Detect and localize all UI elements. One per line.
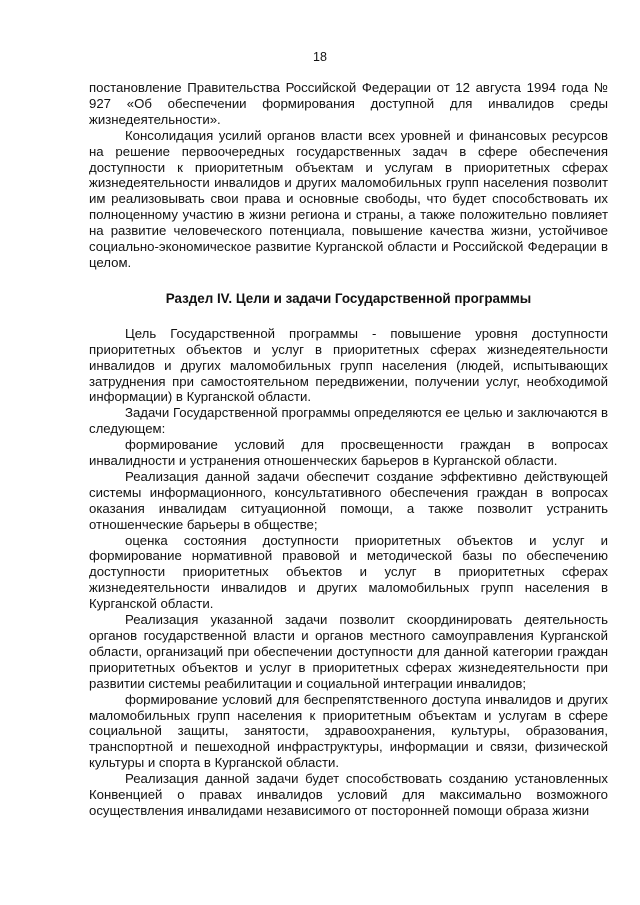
paragraph: Задачи Государственной программы определяются ее целью и заключаются в следующем: bbox=[89, 405, 608, 437]
section-heading: Раздел IV. Цели и задачи Государственной программы bbox=[165, 290, 532, 306]
document-body bbox=[89, 80, 608, 819]
page-number: 18 bbox=[313, 50, 327, 64]
paragraph: постановление Правительства Российской Федерации от 12 августа 1994 года № 927 «Об обеспечении формирования доступной для инвалидов среды жизнедеятельности». bbox=[89, 80, 608, 127]
paragraph: оценка состояния доступности приоритетных объектов и услуг и формирование нормативной правовой и методической базы по обеспечению доступности приоритетных объектов и услуг в приоритетных сферах жизнедеятельности инвалидов и других маломобильных групп населения в Курганской области. bbox=[89, 532, 608, 612]
paragraph: формирование условий для просвещенности граждан в вопросах инвалидности и устранения отношенческих барьеров в Курганской области. bbox=[89, 437, 608, 469]
paragraph: формирование условий для беспрепятственного доступа инвалидов и других маломобильных групп населения к приоритетным объектам и услугам в сфере социальной защиты, занятости, здравоохранения, культуры, образования, транспортной и пешеходной инфраструктуры, информации и связи, физической культуры и спорта в Курганской области. bbox=[89, 691, 608, 771]
paragraph: Реализация данной задачи обеспечит создание эффективно действующей системы информационного, консультативного обеспечения граждан в вопросах оказания инвалидам ситуационной помощи, а также позволит устранить отношенческие барьеры в обществе; bbox=[89, 468, 608, 532]
paragraph: Реализация указанной задачи позволит скоординировать деятельность органов государственной власти и органов местного самоуправления Курганской области, организаций при обеспечении доступности для данной категории граждан приоритетных объектов и услуг в приоритетных сферах жизнедеятельности при развитии системы реабилитации и социальной интеграции инвалидов; bbox=[89, 612, 608, 691]
paragraph: Цель Государственной программы - повышение уровня доступности приоритетных объектов и услуг в приоритетных сферах жизнедеятельности инвалидов и других маломобильных групп населения (людей, испытывающих затруднения при самостоятельном передвижении, получении услуг, необходимой информации) в Курганской области. bbox=[89, 325, 608, 405]
paragraph: Консолидация усилий органов власти всех уровней и финансовых ресурсов на решение первоочередных государственных задач в сфере обеспечения доступности к приоритетным объектам и услугам в приоритетных сферах жизнедеятельности инвалидов и других маломобильных групп населения позволит им реализовывать свои права и основные свободы, что будет способствовать их полноценному участию в жизни региона и страны, а также положительно повлияет на развитие человеческого потенциала, повышение качества жизни, устойчивое социально-экономическое развитие Курганской области и Российской Федерации в целом. bbox=[89, 127, 608, 270]
paragraph: Реализация данной задачи будет способствовать созданию установленных Конвенцией о правах инвалидов условий для максимально возможного осуществления инвалидами независимого от посторонней помощи образа жизни bbox=[89, 771, 608, 818]
